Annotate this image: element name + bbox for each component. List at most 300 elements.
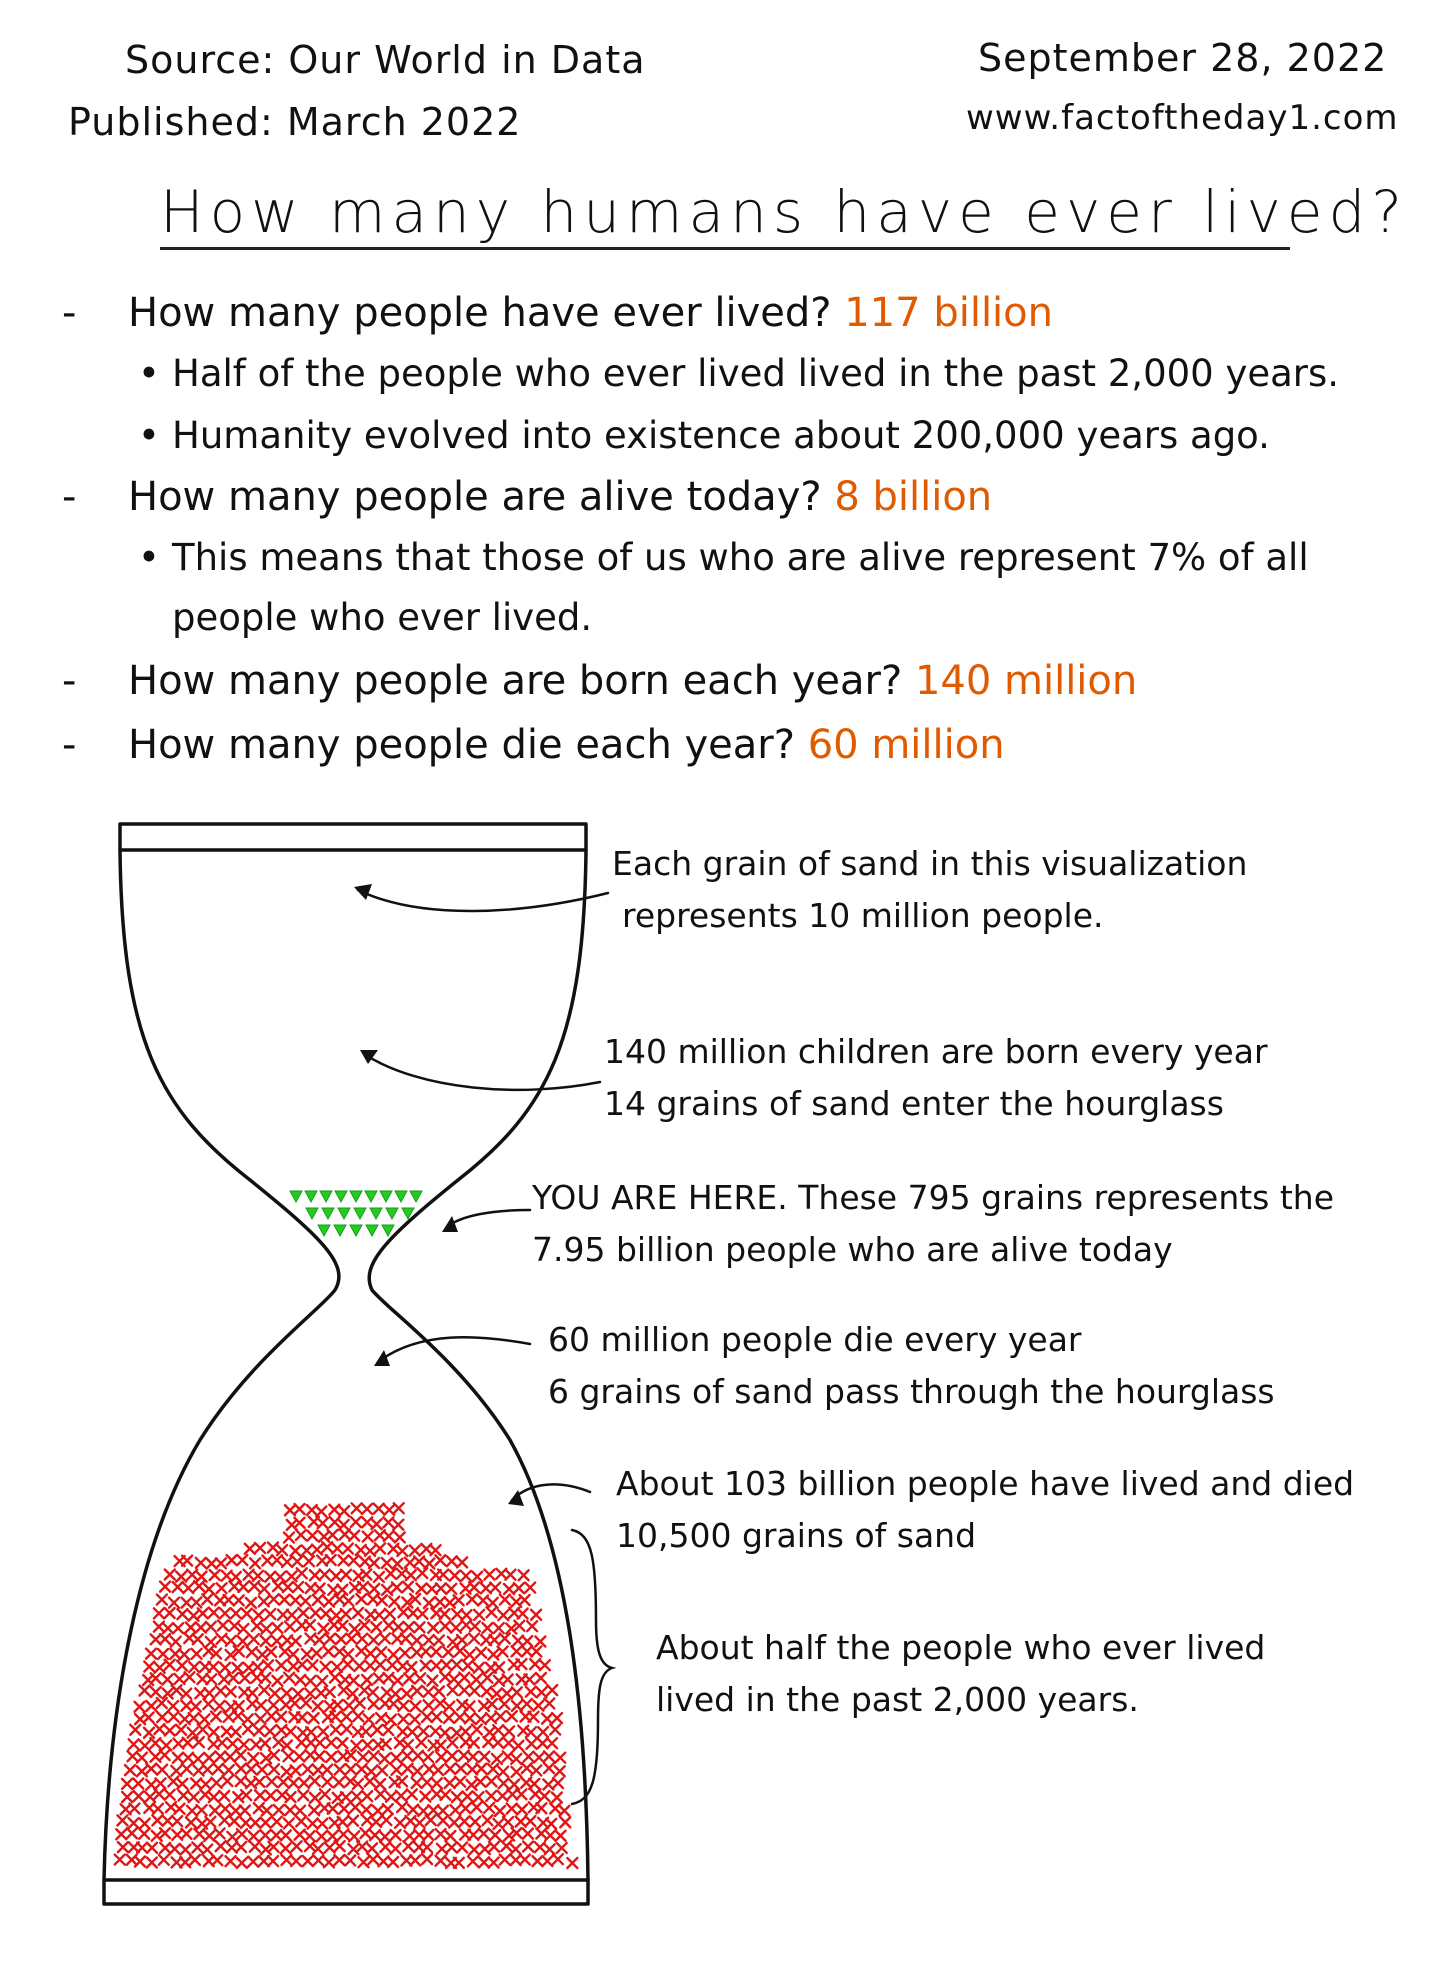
dead-grain [243, 1714, 253, 1724]
dead-grain [256, 1700, 266, 1710]
dead-grain [392, 1582, 402, 1592]
dead-grain [151, 1673, 161, 1683]
dead-grain [410, 1545, 420, 1555]
dead-grain [177, 1779, 187, 1789]
dead-grain [332, 1543, 342, 1553]
dead-grain [423, 1752, 433, 1762]
dead-grain [195, 1688, 205, 1698]
dead-grain [279, 1595, 289, 1605]
dead-grain [454, 1595, 464, 1605]
hourglass-bottom-cap [104, 1880, 588, 1904]
dead-grain [261, 1624, 271, 1634]
dead-grain [522, 1646, 532, 1656]
dead-grain [254, 1777, 264, 1787]
dead-grain [486, 1607, 496, 1617]
arrow-die [378, 1337, 530, 1362]
dead-grain [542, 1856, 552, 1866]
dead-grain [173, 1623, 183, 1633]
question-text: How many people are born each year? [128, 658, 903, 704]
dead-grain [538, 1738, 548, 1748]
dead-grain [335, 1764, 345, 1774]
annotation-die [548, 1314, 1275, 1418]
dead-grain [376, 1647, 386, 1657]
dead-grain [160, 1828, 170, 1838]
dead-grain [502, 1688, 512, 1698]
dead-grain [526, 1739, 536, 1749]
dead-grain [308, 1819, 318, 1829]
dead-grain [546, 1819, 556, 1829]
dead-grain [417, 1568, 427, 1578]
dead-grain [470, 1621, 480, 1631]
dead-grain [328, 1804, 338, 1814]
bullet-alive-percent: This means that those of us who are alive represent 7% of all [172, 536, 1309, 579]
dead-grain [469, 1582, 479, 1592]
dead-grain [188, 1728, 198, 1738]
dead-grain [440, 1790, 450, 1800]
dead-grain [308, 1660, 318, 1670]
dead-grain [384, 1531, 394, 1541]
dead-grain [398, 1727, 408, 1737]
dead-grain [196, 1623, 206, 1633]
dead-grain [160, 1750, 170, 1760]
dead-grain [385, 1609, 395, 1619]
dead-grain [177, 1661, 187, 1671]
dead-grain [255, 1790, 265, 1800]
answer-value: 117 billion [844, 290, 1053, 336]
dead-grain [165, 1660, 175, 1670]
dead-grain [472, 1724, 482, 1734]
dead-grain [441, 1660, 451, 1670]
dead-grain [219, 1791, 229, 1801]
dead-grain [361, 1569, 371, 1579]
dead-grain [475, 1777, 485, 1787]
dead-grain [290, 1595, 300, 1605]
dead-grain [324, 1597, 334, 1607]
dead-grain [451, 1623, 461, 1633]
dead-grain [115, 1855, 125, 1865]
dead-grain [500, 1855, 510, 1865]
dead-grain [253, 1571, 263, 1581]
dead-grain [469, 1634, 479, 1644]
dead-grain [306, 1727, 316, 1737]
dead-grain [449, 1817, 459, 1827]
dead-grain [337, 1621, 347, 1631]
dead-grain [210, 1570, 220, 1580]
dead-grain [281, 1843, 291, 1853]
dead-grain [339, 1804, 349, 1814]
dead-grain [457, 1557, 467, 1567]
dead-grain [395, 1532, 405, 1542]
dead-grain [369, 1635, 379, 1645]
dead-grain [488, 1764, 498, 1774]
dead-grain [509, 1779, 519, 1789]
dead-grain [450, 1571, 460, 1581]
dead-grain [234, 1701, 244, 1711]
dead-grain [377, 1595, 387, 1605]
dead-grain [452, 1660, 462, 1670]
dead-grain [315, 1584, 325, 1594]
dead-grain [191, 1702, 201, 1712]
dead-grain [202, 1594, 212, 1604]
dead-grain [457, 1635, 467, 1645]
dead-grain [361, 1727, 371, 1737]
dead-grain [205, 1817, 215, 1827]
dead-grain [238, 1624, 248, 1634]
dead-grain [343, 1544, 353, 1554]
dead-grain [482, 1623, 492, 1633]
dead-grain [507, 1804, 517, 1814]
dead-grain [283, 1582, 293, 1592]
dead-grain [410, 1714, 420, 1724]
dead-grain [197, 1572, 207, 1582]
dead-grain [527, 1621, 537, 1631]
dead-grain [412, 1778, 422, 1788]
dead-grain [545, 1844, 555, 1854]
dead-grain [163, 1816, 173, 1826]
dead-grain [297, 1712, 307, 1722]
dead-grain [243, 1724, 253, 1734]
dead-grain [305, 1831, 315, 1841]
dead-grain [330, 1712, 340, 1722]
dead-grain [303, 1856, 313, 1866]
dead-grain [334, 1855, 344, 1865]
dead-grain [526, 1687, 536, 1697]
dead-grain [414, 1830, 424, 1840]
dead-grain [467, 1594, 477, 1604]
dead-grain [512, 1701, 522, 1711]
alive-grain [350, 1225, 362, 1236]
dead-grain [364, 1714, 374, 1724]
dead-grain [507, 1789, 517, 1799]
dead-grain [294, 1752, 304, 1762]
dead-grain [523, 1841, 533, 1851]
dead-grain [217, 1583, 227, 1593]
dead-grain [422, 1842, 432, 1852]
dead-grain [381, 1815, 391, 1825]
dead-grain [284, 1751, 294, 1761]
dead-grain [291, 1856, 301, 1866]
alive-grain [305, 1191, 317, 1202]
dead-grain [389, 1597, 399, 1607]
dead-grain [183, 1738, 193, 1748]
dead-grain [290, 1698, 300, 1708]
dead-grain [459, 1673, 469, 1683]
dead-grain [157, 1595, 167, 1605]
annotation-line: 6 grains of sand pass through the hourglass [548, 1372, 1275, 1411]
dead-grain [349, 1831, 359, 1841]
dead-grain [426, 1815, 436, 1825]
dead-grain [372, 1725, 382, 1735]
dead-grain [297, 1738, 307, 1748]
dead-grain [438, 1806, 448, 1816]
dead-grain [225, 1856, 235, 1866]
alive-grain [382, 1225, 394, 1236]
dead-grain [394, 1503, 404, 1513]
dead-grain [203, 1764, 213, 1774]
dead-grain [522, 1699, 532, 1709]
dead-grain [231, 1608, 241, 1618]
dead-grain [352, 1503, 362, 1513]
dead-grain [295, 1806, 305, 1816]
dead-grain [133, 1779, 143, 1789]
dead-grain [464, 1701, 474, 1711]
dead-grain [445, 1778, 455, 1788]
dead-grain [499, 1778, 509, 1788]
annotation-dead [616, 1458, 1354, 1562]
dead-grain [349, 1531, 359, 1541]
dead-grain [436, 1752, 446, 1762]
dead-grain [544, 1698, 554, 1708]
dead-grain [501, 1841, 511, 1851]
alive-grain [320, 1191, 332, 1202]
dead-grain [523, 1829, 533, 1839]
dead-grain [315, 1738, 325, 1748]
dead-grain [238, 1582, 248, 1592]
dead-grain [353, 1608, 363, 1618]
dead-grain [285, 1622, 295, 1632]
dead-grain [538, 1727, 548, 1737]
dead-grain [155, 1663, 165, 1673]
dead-grain [375, 1789, 385, 1799]
alive-grain [334, 1225, 346, 1236]
dead-grain [156, 1778, 166, 1788]
dead-grain [298, 1608, 308, 1618]
arrowhead-die [374, 1350, 390, 1366]
dead-grain [404, 1622, 414, 1632]
website-link[interactable]: www.factoftheday1.com [966, 98, 1399, 138]
dead-grain [431, 1661, 441, 1671]
dead-grain [245, 1544, 255, 1554]
dead-grain [498, 1610, 508, 1620]
dead-grain [391, 1830, 401, 1840]
bullet-marker: • [138, 352, 160, 395]
dead-grain [349, 1676, 359, 1686]
dead-grain [393, 1675, 403, 1685]
dead-grain [181, 1689, 191, 1699]
dead-grain [277, 1545, 287, 1555]
dead-grain [146, 1764, 156, 1774]
dead-grain [390, 1844, 400, 1854]
dead-grain [503, 1675, 513, 1685]
annotation-line: 7.95 billion people who are alive today [532, 1230, 1173, 1269]
dead-grain [391, 1689, 401, 1699]
dead-grain [524, 1752, 534, 1762]
dead-grain [272, 1817, 282, 1827]
dead-grain [323, 1646, 333, 1656]
dead-grain [191, 1778, 201, 1788]
dead-grain [467, 1780, 477, 1790]
dead-grain [241, 1818, 251, 1828]
dead-grain [339, 1685, 349, 1695]
dead-grain [408, 1805, 418, 1815]
dead-grain [435, 1698, 445, 1708]
dead-grain [302, 1649, 312, 1659]
dead-grain [374, 1610, 384, 1620]
dead-grain [196, 1558, 206, 1568]
dead-grain [380, 1754, 390, 1764]
dead-grain [309, 1805, 319, 1815]
alive-grain [365, 1191, 377, 1202]
dead-grain [140, 1741, 150, 1751]
dead-grain [438, 1815, 448, 1825]
dead-grain [218, 1620, 228, 1630]
dead-grain [147, 1857, 157, 1867]
dead-grain [135, 1856, 145, 1866]
dead-grain [459, 1685, 469, 1695]
dead-grain [525, 1583, 535, 1593]
dead-grain [424, 1635, 434, 1645]
dead-grain [334, 1777, 344, 1787]
dead-grain [313, 1701, 323, 1711]
dead-grain [310, 1793, 320, 1803]
dead-grain [424, 1700, 434, 1710]
dead-grain [322, 1542, 332, 1552]
dead-grain [242, 1609, 252, 1619]
dead-grain [455, 1777, 465, 1787]
dead-grain [171, 1637, 181, 1647]
dead-grain [215, 1701, 225, 1711]
dead-grain [254, 1610, 264, 1620]
dead-grain [516, 1817, 526, 1827]
dead-grain [555, 1753, 565, 1763]
dead-grain [184, 1672, 194, 1682]
dead-grain [428, 1805, 438, 1815]
arrow-grain [358, 890, 608, 911]
dead-grain [402, 1689, 412, 1699]
dead-grain [455, 1712, 465, 1722]
dead-grain [266, 1711, 276, 1721]
dead-grain [539, 1791, 549, 1801]
dead-grain [169, 1598, 179, 1608]
dead-grain [129, 1818, 139, 1828]
dead-grain [137, 1843, 147, 1853]
dead-grain [357, 1764, 367, 1774]
dead-grain [272, 1555, 282, 1565]
dead-grain [189, 1792, 199, 1802]
dead-grain [268, 1543, 278, 1553]
dead-grain [403, 1582, 413, 1592]
dead-grain [174, 1804, 184, 1814]
dead-grain [129, 1804, 139, 1814]
arrowhead-grain [354, 884, 372, 900]
dead-grain [260, 1738, 270, 1748]
dead-grain [368, 1687, 378, 1697]
dead-grain [465, 1650, 475, 1660]
dead-grain [552, 1713, 562, 1723]
dead-grain [344, 1700, 354, 1710]
dead-grain [428, 1623, 438, 1633]
dead-grain [328, 1831, 338, 1841]
dead-grain [152, 1831, 162, 1841]
dead-grain [517, 1804, 527, 1814]
dead-grain [262, 1806, 272, 1816]
dead-grain [303, 1764, 313, 1774]
dead-grain [257, 1765, 267, 1775]
dead-grain [383, 1517, 393, 1527]
dead-grain [359, 1620, 369, 1630]
dead-grain [339, 1506, 349, 1516]
dead-grain [257, 1650, 267, 1660]
dead-grain [388, 1650, 398, 1660]
dead-grain [312, 1545, 322, 1555]
dead-grain [278, 1777, 288, 1787]
dead-grain [375, 1779, 385, 1789]
dead-grain [122, 1792, 132, 1802]
dead-grain [286, 1792, 296, 1802]
dead-grain [412, 1686, 422, 1696]
dead-grain [144, 1662, 154, 1672]
dead-grain [416, 1737, 426, 1747]
dead-grain [365, 1648, 375, 1658]
dead-grain [342, 1724, 352, 1734]
dead-grain [434, 1635, 444, 1645]
dead-grain [198, 1724, 208, 1734]
dead-grain [343, 1660, 353, 1670]
dead-grain [410, 1701, 420, 1711]
dead-grain [194, 1829, 204, 1839]
dead-grain [338, 1817, 348, 1827]
dead-grain [415, 1622, 425, 1632]
dead-grain [415, 1673, 425, 1683]
dead-grain [560, 1817, 570, 1827]
dead-grain [176, 1572, 186, 1582]
dead-grain [216, 1841, 226, 1851]
dead-grain [318, 1727, 328, 1737]
dead-grain [348, 1689, 358, 1699]
alive-grain [350, 1191, 362, 1202]
dead-grain [328, 1530, 338, 1540]
dead-grain [291, 1636, 301, 1646]
answer-value: 8 billion [834, 474, 993, 520]
dead-grain [193, 1754, 203, 1764]
dead-grain [240, 1805, 250, 1815]
dead-grain [179, 1649, 189, 1659]
dead-grain [220, 1608, 230, 1618]
dead-grain [355, 1698, 365, 1708]
dead-grain [423, 1687, 433, 1697]
dead-grain [182, 1556, 192, 1566]
dead-grain [511, 1767, 521, 1777]
dead-grain [337, 1738, 347, 1748]
dead-grain [348, 1816, 358, 1826]
dead-grain [531, 1646, 541, 1656]
dead-grain [194, 1581, 204, 1591]
dead-grain [335, 1841, 345, 1851]
dead-grain [288, 1649, 298, 1659]
dead-grain [386, 1792, 396, 1802]
dead-grain [372, 1519, 382, 1529]
dead-grain [228, 1673, 238, 1683]
dead-grain [440, 1609, 450, 1619]
dead-grain [407, 1727, 417, 1737]
bullet-alive-percent-cont: people who ever lived. [172, 596, 593, 639]
alive-grain [386, 1208, 398, 1219]
dead-grain [473, 1792, 483, 1802]
dead-grain [463, 1661, 473, 1671]
annotation-born [604, 1026, 1268, 1130]
dead-grain [272, 1623, 282, 1633]
dead-grain [330, 1672, 340, 1682]
dead-grain [329, 1505, 339, 1515]
dead-grain [134, 1702, 144, 1712]
dead-grain [239, 1740, 249, 1750]
dead-grain [421, 1661, 431, 1671]
dead-grain [450, 1805, 460, 1815]
dead-grain [369, 1751, 379, 1761]
date-text: September 28, 2022 [978, 36, 1388, 80]
dead-grain [397, 1776, 407, 1786]
dead-grain [371, 1817, 381, 1827]
